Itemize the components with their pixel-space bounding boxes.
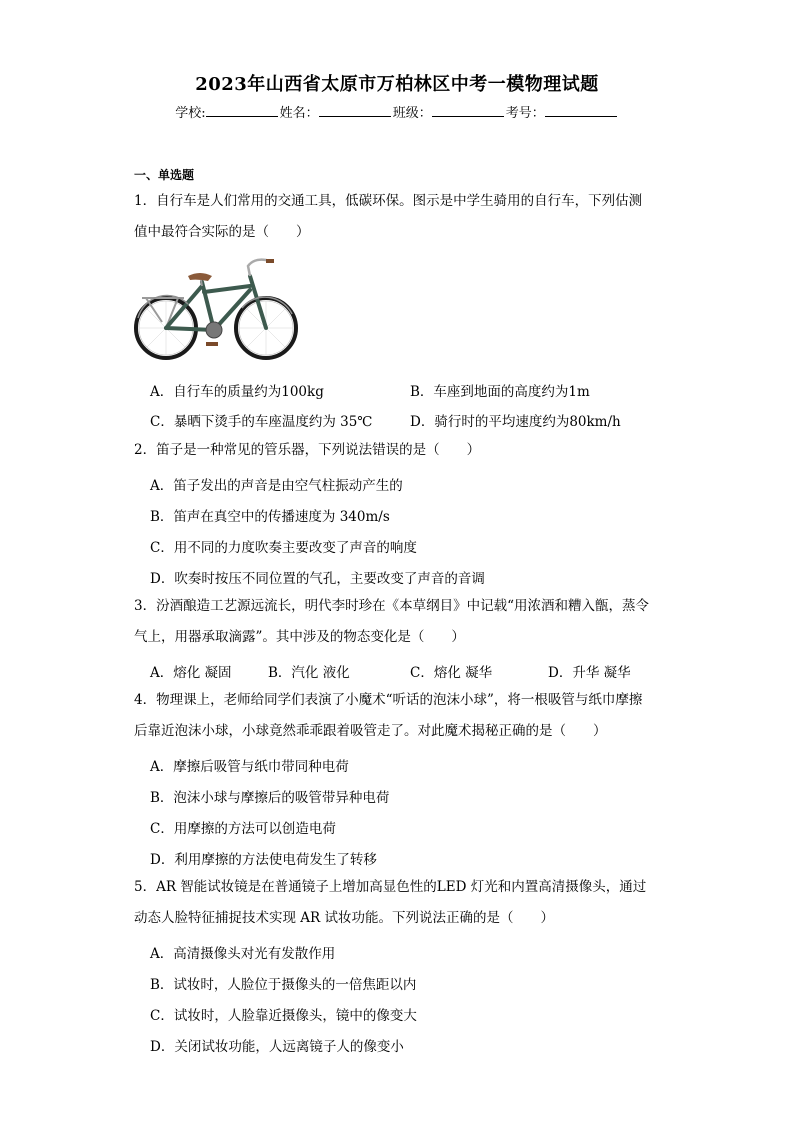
question-1-stem-line1: 1．自行车是人们常用的交通工具，低碳环保。图示是中学生骑用的自行车，下列估测 <box>134 193 643 209</box>
question-3-stem-line2: 气上，用器承取滴露”。其中涉及的物态变化是（ ） <box>134 629 465 645</box>
q2-option-d[interactable]: D．吹奏时按压不同位置的气孔，主要改变了声音的音调 <box>150 571 485 587</box>
question-2 <box>134 435 664 466</box>
name-blank[interactable] <box>319 104 391 117</box>
question-2-stem: 2．笛子是一种常见的管乐器，下列说法错误的是（ ） <box>134 442 481 458</box>
q1-option-b[interactable]: B．车座到地面的高度约为1m <box>410 384 590 400</box>
q5-option-b[interactable]: B．试妆时，人脸位于摄像头的一倍焦距以内 <box>150 977 417 993</box>
q2-option-c[interactable]: C．用不同的力度吹奏主要改变了声音的响度 <box>150 540 417 556</box>
class-blank[interactable] <box>432 104 504 117</box>
q4-option-d[interactable]: D．利用摩擦的方法使电荷发生了转移 <box>150 852 377 868</box>
q5-option-c[interactable]: C．试妆时，人脸靠近摄像头，镜中的像变大 <box>150 1008 417 1024</box>
question-4-stem-line1: 4．物理课上，老师给同学们表演了小魔术“听话的泡沫小球”，将一根吸管与纸巾摩擦 <box>134 692 643 708</box>
name-label: 姓名： <box>279 106 319 121</box>
q3-option-c[interactable]: C．熔化 凝华 <box>410 665 493 681</box>
question-3-stem-line1: 3．汾酒酿造工艺源远流长，明代李时珍在《本草纲目》中记载“用浓酒和糟入甑，蒸令 <box>134 598 649 614</box>
q5-option-d[interactable]: D．关闭试妆功能，人远离镜子人的像变小 <box>150 1039 404 1055</box>
q3-option-b[interactable]: B．汽化 液化 <box>268 665 350 681</box>
student-info-line <box>0 102 794 121</box>
q2-option-b[interactable]: B．笛声在真空中的传播速度为 340m/s <box>150 509 390 525</box>
question-5-stem-line1: 5．AR 智能试妆镜是在普通镜子上增加高显色性的LED 灯光和内置高清摄像头，通过 <box>134 879 647 895</box>
question-5 <box>134 872 664 934</box>
school-blank[interactable] <box>206 104 278 117</box>
question-1 <box>134 186 664 248</box>
q1-option-c[interactable]: C．暴晒下烫手的车座温度约为 35℃ <box>150 414 373 430</box>
number-label: 考号： <box>505 106 545 121</box>
class-label: 班级： <box>392 106 432 121</box>
q1-option-d[interactable]: D．骑行时的平均速度约为80km/h <box>410 414 621 430</box>
saddle <box>188 273 212 281</box>
school-label: 学校: <box>175 106 206 121</box>
section-heading: 一、单选题 <box>134 168 195 182</box>
q4-option-c[interactable]: C．用摩擦的方法可以创造电荷 <box>150 821 336 837</box>
q2-option-a[interactable]: A．笛子发出的声音是由空气柱振动产生的 <box>150 478 403 494</box>
number-blank[interactable] <box>545 104 617 117</box>
q4-option-a[interactable]: A．摩擦后吸管与纸巾带同种电荷 <box>150 759 349 775</box>
question-1-stem-line2: 值中最符合实际的是（ ） <box>134 224 310 240</box>
exam-title: 2023年山西省太原市万柏林区中考一模物理试题 <box>195 74 599 95</box>
bicycle-image <box>132 252 300 368</box>
question-4 <box>134 685 664 747</box>
question-4-stem-line2: 后靠近泡沫小球，小球竟然乖乖跟着吸管走了。对此魔术揭秘正确的是（ ） <box>134 723 607 739</box>
q3-option-d[interactable]: D．升华 凝华 <box>548 665 631 681</box>
q4-option-b[interactable]: B．泡沫小球与摩擦后的吸管带异种电荷 <box>150 790 390 806</box>
q3-option-a[interactable]: A．熔化 凝固 <box>150 665 232 681</box>
question-5-stem-line2: 动态人脸特征捕捉技术实现 AR 试妆功能。下列说法正确的是（ ） <box>134 910 554 926</box>
question-3 <box>134 591 664 653</box>
q1-option-a[interactable]: A．自行车的质量约为100kg <box>150 384 324 400</box>
q5-option-a[interactable]: A．高清摄像头对光有发散作用 <box>150 946 336 962</box>
